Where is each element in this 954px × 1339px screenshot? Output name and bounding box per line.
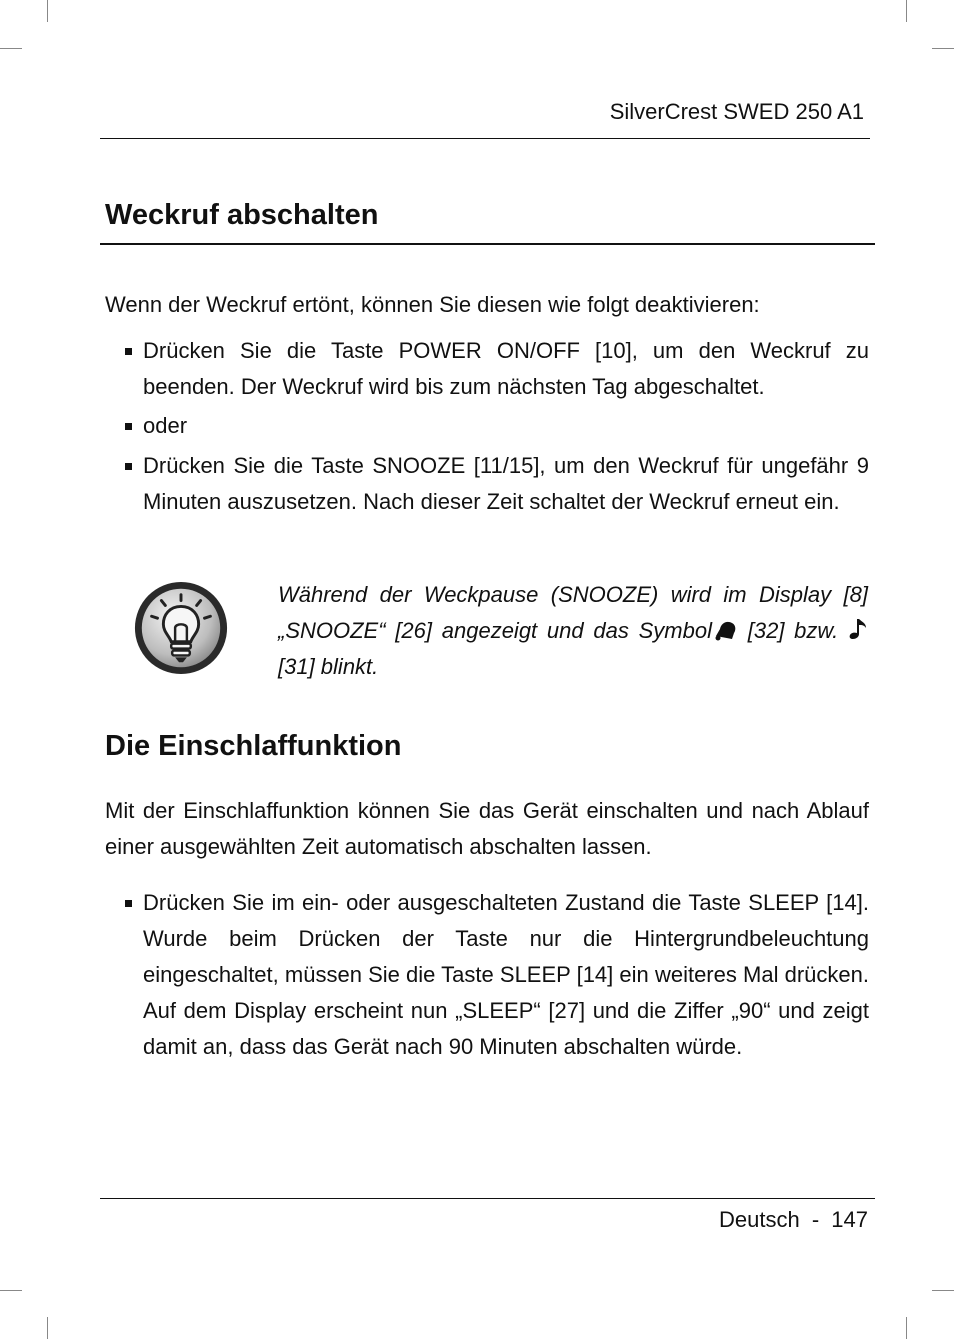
bullet-icon [125,348,132,355]
bullet-icon [125,463,132,470]
lightbulb-icon [132,579,230,677]
bell-icon [712,619,738,641]
crop-mark [932,48,954,49]
running-header: SilverCrest SWED 250 A1 [609,99,864,124]
list-item: Drücken Sie im ein- oder ausgeschalteten Zustand die Taste SLEEP [14]. Wurde beim Drücken der Taste nur die Hintergrundbeleuchtung eingeschaltet, müssen Sie die Taste SLEEP [14] ein weiteres Mal drücken. Auf dem Display erscheint nun „SLEEP“ [27] und die Ziffer „90“ und zeigt damit an, dass das Gerät nach 90 Minuten abschalten würde. [125,885,869,1065]
bullet-icon [125,900,132,907]
page-number: 147 [831,1207,868,1232]
music-note-icon [848,617,868,641]
list-item: Drücken Sie die Taste SNOOZE [11/15], um den Weckruf für ungefähr 9 Minuten auszusetzen. Nach dieser Zeit schaltet der Weckruf erneut ein. [125,448,869,520]
bullet-icon [125,423,132,430]
list-item: Drücken Sie die Taste POWER ON/OFF [10], um den Weckruf zu beenden. Der Weckruf wird bis zum nächsten Tag abgeschaltet. [125,333,869,405]
crop-mark [47,0,48,22]
section-heading: Die Einschlaffunktion [105,730,402,762]
list-item: oder [125,408,869,444]
crop-mark [0,1290,22,1291]
intro-paragraph: Wenn der Weckruf ertönt, können Sie diesen wie folgt deaktivieren: [105,292,760,317]
footer-language: Deutsch [718,1207,800,1232]
footer-rule [100,1198,875,1199]
crop-mark [47,1317,48,1339]
section-heading: Weckruf abschalten [105,199,379,231]
header-rule [100,138,870,139]
info-note: Während der Weckpause (SNOOZE) wird im Display [8] „SNOOZE“ [26] angezeigt und das Symbol [32] bzw. [31] blinkt. [278,582,868,679]
page-footer [719,1207,868,1233]
footer-separator: - [811,1207,820,1232]
crop-mark [906,0,907,22]
heading-underline [100,243,875,245]
crop-mark [906,1317,907,1339]
intro-paragraph: Mit der Einschlaffunktion können Sie das Gerät einschalten und nach Ablauf einer ausgewählten Zeit automatisch abschalten lassen. [105,798,869,859]
crop-mark [932,1290,954,1291]
crop-mark [0,48,22,49]
